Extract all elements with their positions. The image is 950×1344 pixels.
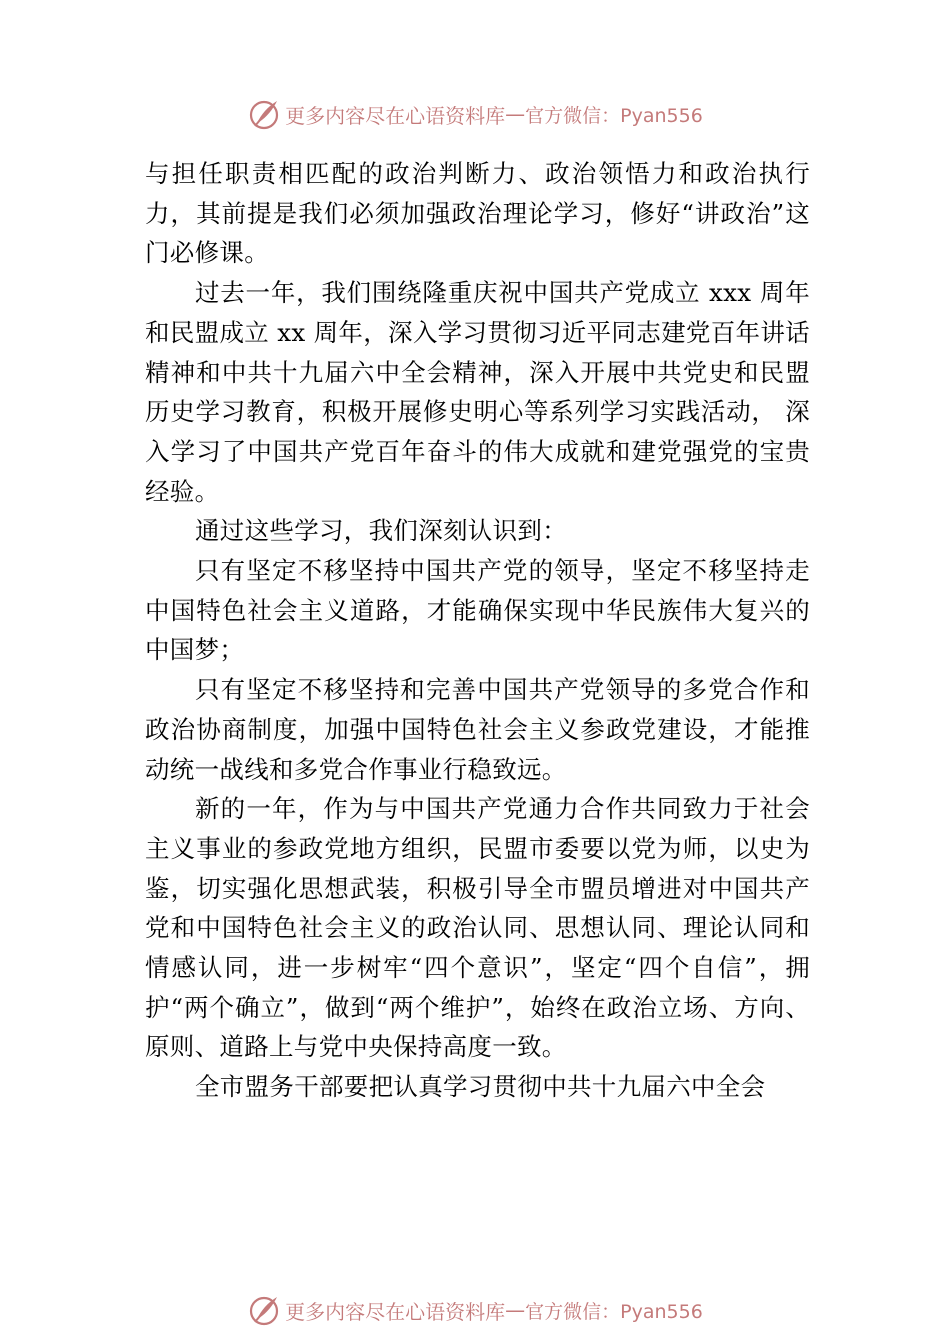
paragraph-7: 全市盟务干部要把认真学习贯彻中共十九届六中全会 bbox=[195, 1072, 766, 1102]
quill-logo-icon bbox=[247, 1293, 281, 1327]
paragraph-6: 新的一年，作为与中国共产党通力合作共同致力于社会主义事业的参政党地方组织，民盟市委要以党为师，以史为鉴，切实强化思想武装，积极引导全市盟员增进对中国共产党和中国特色社会主义的政治认同、思想认同、理论认同和情感认同，进一步树牢“四个意识”，坚定“四个自信”，拥护“两个确立”，做到“两个维护”，始终在政治立场、方向、原则、道路上与党中央保持高度一致。 bbox=[145, 794, 810, 1062]
paragraph-5: 只有坚定不移坚持和完善中国共产党领导的多党合作和政治协商制度，加强中国特色社会主义参政党建设，才能推动统一战线和多党合作事业行稳致远。 bbox=[145, 675, 810, 784]
document-body bbox=[145, 154, 810, 1107]
paragraph-1: 与担任职责相匹配的政治判断力、政治领悟力和政治执行力，其前提是我们必须加强政治理论学习，修好“讲政治”这门必修课。 bbox=[145, 159, 810, 268]
header-separator: — bbox=[505, 102, 526, 126]
footer-separator: — bbox=[505, 1298, 526, 1322]
paragraph-2: 过去一年，我们围绕隆重庆祝中国共产党成立 xxx 周年和民盟成立 xx 周年，深入学习贯彻习近平同志建党百年讲话精神和中共十九届六中全会精神，深入开展中共党史和民盟历史学习教育，积极开展修史明心等系列学习实践活动， 深入学习了中国共产党百年奋斗的伟大成就和建党强党的宝贵经验。 bbox=[145, 278, 810, 506]
footer-brand: 更多内容尽在心语资料库 bbox=[285, 1299, 506, 1324]
header-wechat: 官方微信：Pyan556 bbox=[525, 104, 703, 127]
header-brand: 更多内容尽在心语资料库 bbox=[285, 103, 506, 128]
header-banner bbox=[0, 94, 950, 134]
quill-logo-icon bbox=[247, 97, 281, 131]
paragraph-4: 只有坚定不移坚持中国共产党的领导，坚定不移坚持走中国特色社会主义道路，才能确保实现中华民族伟大复兴的中国梦； bbox=[145, 556, 810, 665]
footer-banner bbox=[0, 1290, 950, 1330]
footer-wechat: 官方微信：Pyan556 bbox=[525, 1300, 703, 1323]
paragraph-3: 通过这些学习，我们深刻认识到： bbox=[195, 516, 567, 546]
